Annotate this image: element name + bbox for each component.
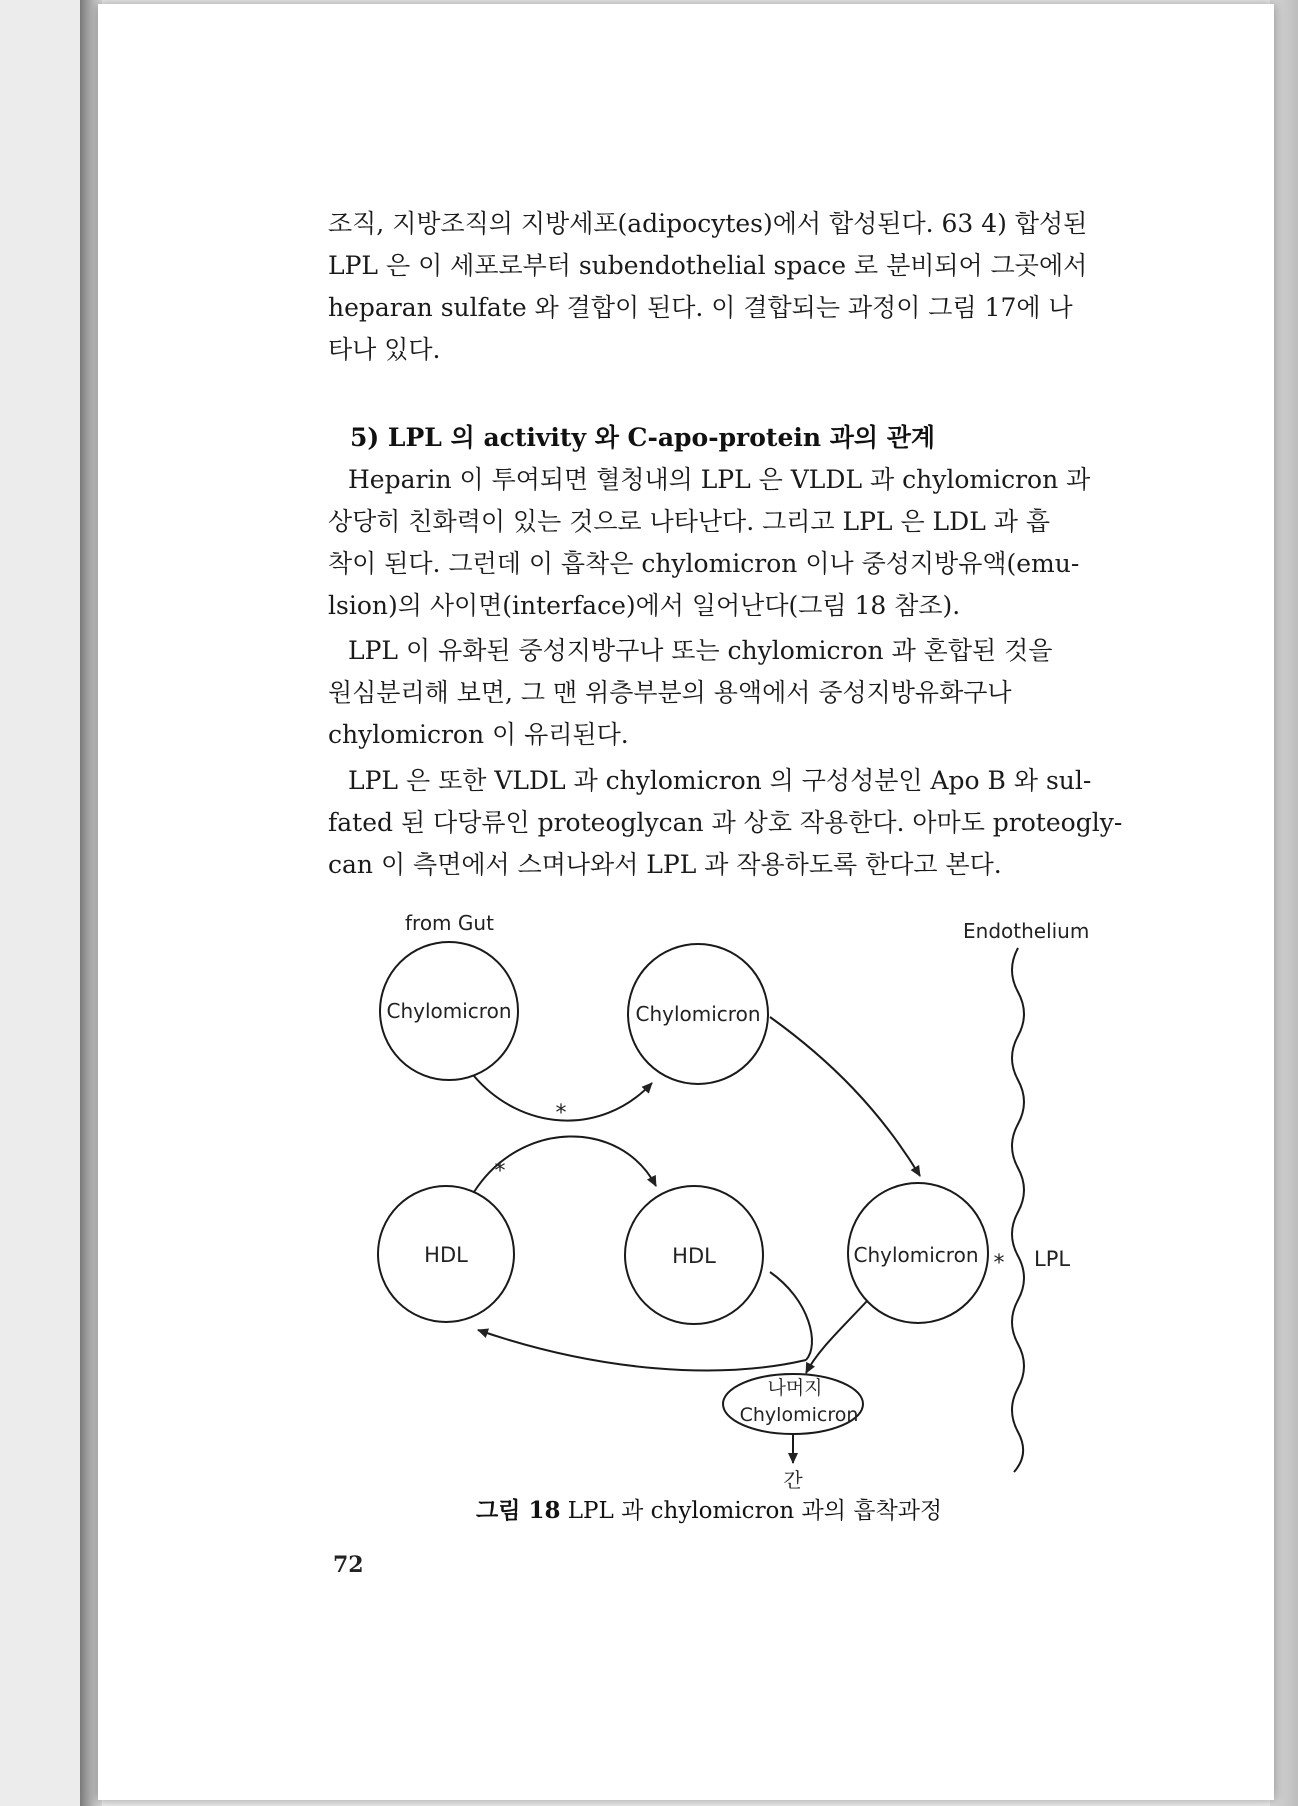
paragraph-4-line: LPL 은 또한 VLDL 과 chylomicron 의 구성성분인 Apo B 와 sul- (348, 766, 1092, 795)
hdl-circle-left-label: HDL (424, 1243, 468, 1267)
figure-caption-text: LPL 과 chylomicron 과의 흡착과정 (567, 1498, 943, 1524)
remnant-label-chylomicron: Chylomicron (739, 1404, 859, 1426)
remnant-label-korean: 나머지 (767, 1377, 823, 1399)
liver-label: 간 (783, 1468, 803, 1492)
paragraph-2-line: lsion)의 사이면(interface)에서 일어난다(그림 18 참조). (328, 591, 961, 620)
paragraph-1-line: 조직, 지방조직의 지방세포(adipocytes)에서 합성된다. 63 4) 합성된 (328, 209, 1088, 238)
lpl-label: LPL (1034, 1247, 1071, 1271)
paragraph-1-line: heparan sulfate 와 결합이 된다. 이 결합되는 과정이 그림 17에 나 (328, 293, 1073, 322)
curve-hdl-right-to-remnant (770, 1272, 812, 1360)
section-heading: 5) LPL 의 activity 와 C-apo-protein 과의 관계 (350, 423, 936, 452)
chylomicron-circle-gut-label: Chylomicron (386, 999, 512, 1023)
paragraph-2-line: Heparin 이 투여되면 혈청내의 LPL 은 VLDL 과 chylomicron 과 (348, 465, 1091, 494)
paragraph-4-line: fated 된 다당류인 proteoglycan 과 상호 작용한다. 아마도 proteogly- (328, 808, 1123, 837)
asterisk-top: * (555, 1101, 567, 1126)
page-number: 72 (333, 1552, 364, 1578)
arrow-lpl-to-remnant (806, 1301, 867, 1373)
endothelium-wavy-line (1012, 948, 1024, 1472)
endothelium-label: Endothelium (963, 919, 1090, 943)
paragraph-1-line: LPL 은 이 세포로부터 subendothelial space 로 분비되어 그곳에서 (328, 251, 1088, 280)
paragraph-3-line: chylomicron 이 유리된다. (328, 720, 629, 749)
paragraph-3-line: LPL 이 유화된 중성지방구나 또는 chylomicron 과 혼합된 것을 (348, 636, 1053, 665)
paragraph-2-line: 착이 된다. 그런데 이 흡착은 chylomicron 이나 중성지방유액(emu- (328, 549, 1080, 578)
paragraph-2-line: 상당히 친화력이 있는 것으로 나타난다. 그리고 LPL 은 LDL 과 흡 (328, 507, 1050, 536)
chylomicron-circle-lpl-label: Chylomicron (853, 1243, 979, 1267)
figure-caption (476, 1492, 942, 1525)
paragraph-1-line: 타나 있다. (328, 335, 441, 364)
paragraph-4-line: can 이 측면에서 스며나와서 LPL 과 작용하도록 한다고 본다. (328, 850, 1002, 879)
asterisk-hdl: * (494, 1159, 506, 1184)
arrow-top-to-lpl (770, 1017, 920, 1176)
from-gut-label: from Gut (405, 911, 494, 935)
paragraph-3-line: 원심분리해 보면, 그 맨 위층부분의 용액에서 중성지방유화구나 (328, 678, 1012, 707)
hdl-circle-right-label: HDL (672, 1244, 716, 1268)
figure-number: 그림 18 (476, 1497, 561, 1524)
asterisk-lpl: * (993, 1251, 1005, 1276)
chylomicron-circle-top-label: Chylomicron (635, 1002, 761, 1026)
arrow-to-hdl-left (478, 1330, 806, 1370)
